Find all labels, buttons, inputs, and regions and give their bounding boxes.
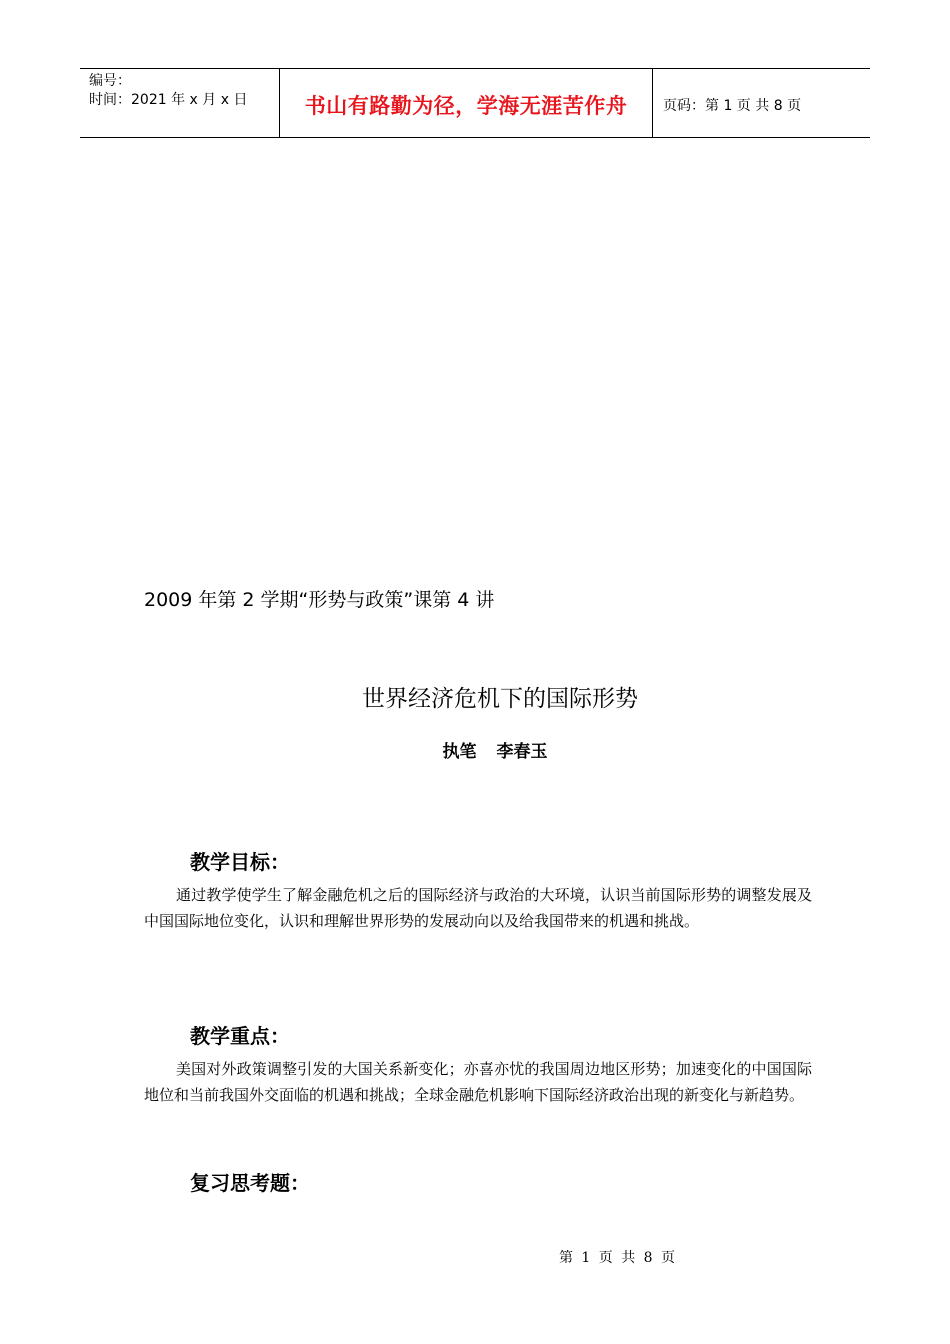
section-body-objectives: 通过教学使学生了解金融危机之后的国际经济与政治的大环境，认识当前国际形势的调整发展及中国国际地位变化，认识和理解世界形势的发展动向以及给我国带来的机遇和挑战。 (144, 886, 812, 930)
document-header-table (80, 68, 870, 138)
section-heading-review-questions: 复习思考题： (190, 1171, 310, 1195)
header-meta-cell (80, 69, 280, 137)
author-line: 执笔 李春玉 (442, 742, 548, 762)
motto-text: 书山有路勤为径，学海无涯苦作舟 (304, 94, 628, 118)
section-body-key-points: 美国对外政策调整引发的大国关系新变化；亦喜亦忧的我国周边地区形势；加速变化的中国国际地位和当前我国外交面临的机遇和挑战；全球金融危机影响下国际经济政治出现的新变化与新趋势。 (144, 1060, 812, 1104)
section-heading-key-points: 教学重点： (190, 1024, 290, 1048)
header-motto-cell (280, 69, 653, 137)
document-title: 世界经济危机下的国际形势 (362, 686, 638, 712)
section-heading-objectives: 教学目标： (190, 850, 290, 874)
serial-number-label: 编号： (89, 73, 131, 89)
course-line: 2009 年第 2 学期“形势与政策”课第 4 讲 (144, 589, 495, 611)
header-page-cell (653, 69, 870, 137)
page-footer: 第 1 页 共 8 页 (558, 1250, 676, 1266)
time-label: 时间：2021 年 x 月 x 日 (89, 92, 248, 108)
header-page-info: 页码：第 1 页 共 8 页 (663, 98, 802, 114)
